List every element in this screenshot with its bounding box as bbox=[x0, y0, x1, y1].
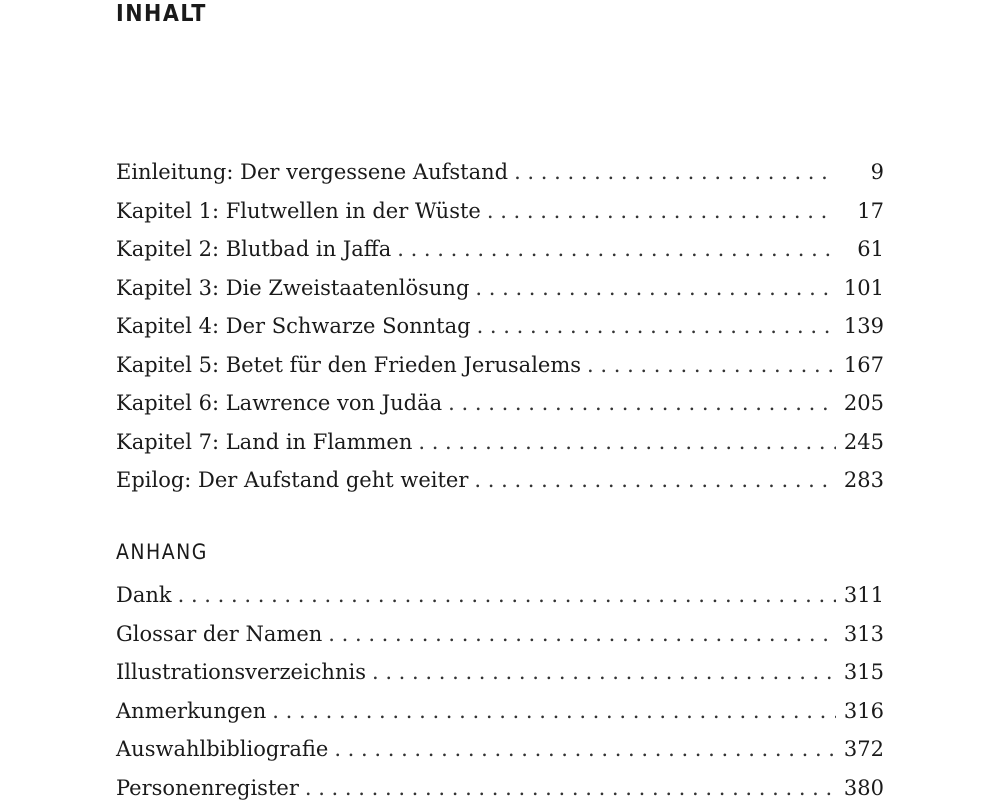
entry-title: Kapitel 7: Land in Flammen bbox=[116, 423, 418, 462]
page-number: 205 bbox=[836, 384, 884, 423]
toc-entry[interactable] bbox=[116, 307, 884, 346]
entry-title: Kapitel 5: Betet für den Frieden Jerusalems bbox=[116, 346, 587, 385]
dot-leader bbox=[475, 269, 836, 308]
toc-heading: INHALT bbox=[116, 2, 207, 26]
page-number: 101 bbox=[836, 269, 884, 308]
toc-entry[interactable] bbox=[116, 653, 884, 692]
toc-entry[interactable] bbox=[116, 423, 884, 462]
dot-leader bbox=[487, 192, 836, 231]
dot-leader bbox=[372, 653, 836, 692]
page-number: 61 bbox=[836, 230, 884, 269]
page-number: 380 bbox=[836, 769, 884, 807]
entry-title: Kapitel 4: Der Schwarze Sonntag bbox=[116, 307, 477, 346]
entry-title: Kapitel 6: Lawrence von Judäa bbox=[116, 384, 448, 423]
toc-entry[interactable] bbox=[116, 461, 884, 500]
dot-leader bbox=[328, 615, 836, 654]
appendix-heading: ANHANG bbox=[116, 540, 208, 564]
dot-leader bbox=[448, 384, 836, 423]
page-number: 139 bbox=[836, 307, 884, 346]
dot-leader bbox=[477, 307, 836, 346]
entry-title: Epilog: Der Aufstand geht weiter bbox=[116, 461, 474, 500]
page-number: 311 bbox=[836, 576, 884, 615]
page-number: 17 bbox=[836, 192, 884, 231]
dot-leader bbox=[334, 730, 836, 769]
entry-title: Kapitel 2: Blutbad in Jaffa bbox=[116, 230, 397, 269]
entry-title: Kapitel 1: Flutwellen in der Wüste bbox=[116, 192, 487, 231]
page-number: 167 bbox=[836, 346, 884, 385]
entry-title: Personenregister bbox=[116, 769, 305, 807]
toc-entry[interactable] bbox=[116, 153, 884, 192]
entry-title: Dank bbox=[116, 576, 178, 615]
toc-entry[interactable] bbox=[116, 615, 884, 654]
appendix-list bbox=[116, 576, 884, 807]
entry-title: Glossar der Namen bbox=[116, 615, 328, 654]
dot-leader bbox=[178, 576, 836, 615]
toc-entry[interactable] bbox=[116, 269, 884, 308]
toc-entry[interactable] bbox=[116, 230, 884, 269]
entry-title: Kapitel 3: Die Zweistaatenlösung bbox=[116, 269, 475, 308]
toc-entry[interactable] bbox=[116, 692, 884, 731]
page-number: 313 bbox=[836, 615, 884, 654]
page-number: 9 bbox=[836, 153, 884, 192]
dot-leader bbox=[305, 769, 836, 807]
entry-title: Auswahlbibliografie bbox=[116, 730, 334, 769]
toc-entry[interactable] bbox=[116, 769, 884, 807]
dot-leader bbox=[514, 153, 836, 192]
entry-title: Einleitung: Der vergessene Aufstand bbox=[116, 153, 514, 192]
page-number: 245 bbox=[836, 423, 884, 462]
toc-entry[interactable] bbox=[116, 576, 884, 615]
dot-leader bbox=[272, 692, 836, 731]
page-number: 283 bbox=[836, 461, 884, 500]
dot-leader bbox=[474, 461, 836, 500]
page-number: 372 bbox=[836, 730, 884, 769]
dot-leader bbox=[418, 423, 836, 462]
dot-leader bbox=[587, 346, 836, 385]
entry-title: Anmerkungen bbox=[116, 692, 272, 731]
toc-entry[interactable] bbox=[116, 730, 884, 769]
page-number: 316 bbox=[836, 692, 884, 731]
toc-entry[interactable] bbox=[116, 384, 884, 423]
toc-entry[interactable] bbox=[116, 192, 884, 231]
entry-title: Illustrationsverzeichnis bbox=[116, 653, 372, 692]
page-number: 315 bbox=[836, 653, 884, 692]
dot-leader bbox=[397, 230, 836, 269]
toc-entry[interactable] bbox=[116, 346, 884, 385]
contents-list bbox=[116, 153, 884, 500]
